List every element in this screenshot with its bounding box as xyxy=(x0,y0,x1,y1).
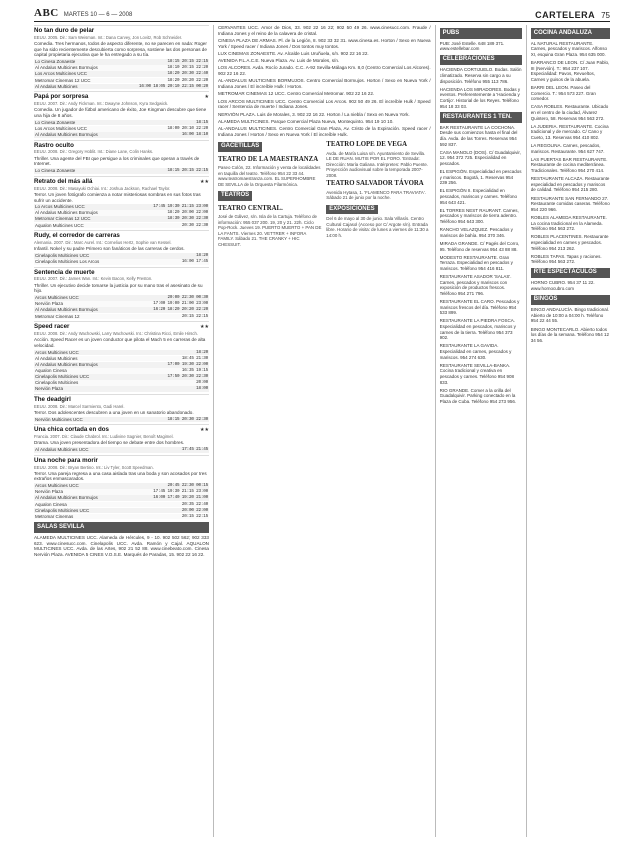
restaurante-entry: EL TORRES NEST RAURANT. Carnes, pescados y mariscos de tierra adentro. Teléfono 954 643 300. xyxy=(439,207,519,224)
cocina-entry: BARRANCO DE LEON. C/ Juan Pablo, III (Nervión). T.: 954 237 107. Especialidad: Pavos, Revueltos, Carnes y guisos de la abuela. xyxy=(530,59,610,82)
showtime-list: 20:35 22:40 xyxy=(181,501,208,507)
bingos-heading: BINGOS xyxy=(531,295,610,306)
showtime-list: 16:00 18:05 20:10 22:15 00:20 xyxy=(139,83,208,89)
celebracion-entry: HACIENDA LOS MIRADORES. Bodas y eventos. Preferentemente a 'Hacienda y Cortijo'. Historial de los Reyes. Teléfono 954 18 33 03. xyxy=(439,86,521,109)
exposicion-text: Del 6 de mayo al 30 de junio. Sala Villasís. Centro Cultural Cajasol (Acceso por C/ Argote s/n). Entrada libre. Horario de visita: de lunes a viernes de 11:30 a 14:00 h. xyxy=(326,216,429,238)
showtime-list: 20:45 22:30 00:15 xyxy=(167,483,208,489)
celebraciones-heading: CELEBRACIONES xyxy=(440,55,522,66)
showtime-row xyxy=(34,350,209,356)
showtime-row xyxy=(34,210,209,216)
showtime-row xyxy=(34,356,209,362)
cinema-name: Lo Cinesa Zonaeste xyxy=(35,168,76,174)
showtime-list: 20:15 22:15 xyxy=(181,313,208,319)
showtimes xyxy=(34,417,209,423)
film-entry xyxy=(34,321,209,392)
showtime-row xyxy=(34,301,209,307)
showtime-list: 18:15 20:15 22:15 xyxy=(167,59,208,65)
film-title: Rudy, el corredor de carreras xyxy=(34,232,120,240)
cinema-name: Cinelapolis Multicines Los Arcos xyxy=(35,259,100,265)
showtime-row xyxy=(34,295,209,301)
espectaculos-heading: RTE ESPECTÁCULOS xyxy=(531,268,610,279)
bingo-entry: BINGO MONTECARLO. Abierto todos los días de la semana. Teléfono 954 12 34 56. xyxy=(530,326,609,343)
rating-stars: ★★ xyxy=(200,324,209,331)
cinema-name: Lo Cinesa Zonaeste xyxy=(35,59,76,65)
showtime-row xyxy=(34,417,209,423)
showtime-row xyxy=(34,216,209,222)
showtime-row xyxy=(34,204,209,210)
cinema-entry: NERVIÓN PLAZA. Luis de Morales, 3. 902 22 16 22. Horton / La niebla / Sexo en Nueva York. xyxy=(217,111,410,117)
showtime-list: 20:00 22:30 00:30 xyxy=(167,295,208,301)
film-title: No tan duro de pelar xyxy=(34,27,95,34)
cinema-name: Aqualon Cinesa xyxy=(35,368,67,374)
showtime-row xyxy=(34,307,209,313)
restaurante-entry: CASA MANOLO (DOS). C/ Guadalquivir, 12. 954 372 725. Especialidad en pescados. xyxy=(439,149,521,166)
cinema-entry: ALAMEDA MULTICINES. Parque Comercial Plaza Nueva, Montequinto. 954 19 10 10. xyxy=(217,118,394,124)
film-credits: EEUU. 2008. Dir.: Marcel Sarmiento, Gadi Harel. xyxy=(34,403,125,409)
film-credits: Alemania. 2007. Dir.: Marc Aurel. Int.: Cornelius Hertz, Sophie van Kessel. xyxy=(34,239,172,245)
showtime-list: 17:45 19:30 21:15 23:00 xyxy=(153,489,208,495)
cocina-heading: COCINA ANDALUZA xyxy=(531,28,610,39)
showtime-list: 18:45 21:30 xyxy=(181,355,208,361)
restaurante-entry: RIO GRANDE. Comer a la orilla del Guadalquivir. Parking conectado en la Plaza de Cuba. Teléfono 954 273 956. xyxy=(439,387,517,404)
showtime-list: 17:00 19:00 21:00 23:00 xyxy=(153,301,208,307)
gacetillas-right xyxy=(326,139,430,248)
salas-text: ALAMEDA MULTICINES UCC. Alameda de Hércules, 9 - 10. 902 502 562; 902 333 623. www.cinesucc.com. Cinelapolis UCC. Avda. Ramón y Cajal. AQUALON MULTICINES UCC. Avda. de las Artes, 902 21 52 88. www.cinebeato.com. Cinesa Nervión Plaza. AVENIDA 5 CINES V.O.S.E. Marqués de Paradas, 15. 902 22 16 22. xyxy=(34,534,209,558)
showtimes xyxy=(34,295,209,319)
showtime-row xyxy=(34,65,209,71)
film-entry xyxy=(34,394,209,422)
gacetillas-section xyxy=(218,139,431,248)
cinema-name: Aqualon Cinesa xyxy=(35,501,67,507)
restaurante-entry: EL ESPIGÓN. Especialidad en pescados y mariscos. Bogotá, 1. Reservas 954 239 256. xyxy=(439,169,522,186)
maestranza-title: TEATRO DE LA MAESTRANZA xyxy=(217,155,319,163)
gacetillas-left xyxy=(218,139,322,248)
showtime-list: 16:00 17:40 19:20 21:00 xyxy=(153,495,208,501)
cinema-name: Al Andalus Multicines UCC xyxy=(35,447,89,453)
showtime-row xyxy=(34,59,209,65)
restaurante-entry: RESTAURANTE LA GAVIDA. Especialidad en carnes, pescados y mariscos. 954 274 630. xyxy=(439,343,512,360)
teatros-heading: TEATROS xyxy=(218,191,252,201)
cinema-entry: AL-ANDALUS MULTICINES BORMUJOS. Centro Comercial Bormujos. Horton / Sexo en Nueva York / Indiana Jones / El increíble Hulk / Horton. xyxy=(217,78,431,90)
showtime-list: 16:00 17:45 xyxy=(181,259,208,265)
film-entry xyxy=(34,267,209,319)
pub-entry: PUB: José Estelle. 648 189 371. www.estellebar.com xyxy=(439,40,505,52)
cinema-name: Cinelapolis Multicines UCC xyxy=(35,374,90,380)
showtime-row xyxy=(34,132,209,138)
cocina-entry: ROBLES ALAMEDA RESTAURANTE. La cocina tradicional en la Alameda. Teléfono 954 563 272. xyxy=(530,214,607,232)
film-listings-column xyxy=(34,25,209,837)
showtime-list: 18:15 xyxy=(196,119,208,125)
cocina-entry: LAS PUERTAS BAR RESTAURANTE. Restaurante de cocina mediterránea. Tradicionales. Teléfono 954 270 414. xyxy=(530,156,608,173)
showtime-row xyxy=(34,483,209,489)
showtime-list: 20:00 22:00 xyxy=(181,507,208,513)
cinema-name: Los Arcos Multicines UCC xyxy=(35,71,88,77)
film-credits: Francia. 2007. Dir.: Claude Chabrol. Int.: Ludivine Sagnier, Benoît Magimel. xyxy=(34,434,174,440)
restaurante-entry: RESTAURANTE ASADOR 'SALAS'. Carnes, pescados y mariscos con exposición de productos frescos. Teléfono 954 271 796. xyxy=(439,274,512,296)
showtime-list: 18:00 20:10 22:20 xyxy=(167,125,208,131)
lope-text: Avda. de María Luisa s/n. Ayuntamiento de Sevilla. LE DE RUAN. MUTIS POR EL FORO. 'Entrada'. Dirección: María Galiana. Intérpretes: Pablo Puente. Proyección audiovisual sobre la temporada 2007-2008. xyxy=(326,150,429,178)
film-synopsis: Terror. Una pareja regresa a una casa aislada tras una boda y son acosados por tres extraños enmascarados. xyxy=(34,470,207,482)
column-divider xyxy=(213,25,214,837)
cinema-name: Arcos Multicines UCC xyxy=(35,295,79,301)
film-credits: EEUU. 2008. Dir.: Masayuki Ochiai. Int.: Joshua Jackson, Rachael Taylor. xyxy=(34,185,171,191)
showtime-row xyxy=(34,386,209,392)
cinema-name: Nervión Multicines UCC xyxy=(35,416,83,422)
film-entry xyxy=(34,91,209,137)
cinema-name: Metromar Cinemas 12 xyxy=(35,313,80,319)
directory-column-a xyxy=(440,25,522,837)
film-head xyxy=(34,426,209,434)
cinema-entry: LOS ALCORES. Avda. Rocío Jurado. C.C. A-92 Sevilla-Málaga Km. 8,0 (Centro Comercial Los Alcores). 902 22 16 22. xyxy=(217,65,431,77)
cinema-name: Metromar Cinemas 12 UCC xyxy=(35,216,91,222)
showtime-row xyxy=(34,508,209,514)
cinema-name: Metromar Cinemas xyxy=(35,513,74,519)
restaurante-entry: RESTAURANTE LA PIEDRA FOSCA. Especialidad en pescados, mariscos y carnes de la tierra. Teléfono 954 373 902. xyxy=(439,318,516,341)
showtime-row xyxy=(34,374,209,380)
lope-title: TEATRO LOPE DE VEGA xyxy=(326,141,408,149)
column-divider xyxy=(526,25,527,837)
film-head xyxy=(34,457,209,465)
showtime-row xyxy=(34,368,209,374)
restaurante-entry: EL ESPIGÓN II. Especialidad en pescados, mariscos y carnes. Teléfono 954 643 421. xyxy=(439,188,518,205)
cocina-entry: RESTAURANTE SAN FERNANDO 27. Restaurante comidas caseras. Teléfono 954 220 966. xyxy=(530,195,610,212)
cinema-entry: LUX CINEMAS ZONAESTE. Av. Alcalde Luis Uruñuela, s/n. 902 22 16 22. xyxy=(217,50,369,56)
film-synopsis: Thriller. Una agente del FBI que persigue a los criminales que operan a través de Internet. xyxy=(34,155,200,167)
showtime-list: 18:10 20:15 22:20 xyxy=(167,65,208,71)
tavora-title: TEATRO SALVADOR TÁVORA xyxy=(326,180,424,188)
cinema-name: Cinelapolis Multicines xyxy=(35,380,79,386)
showtime-list: 17:50 20:30 22:30 xyxy=(167,374,208,380)
section-title: CARTELERA xyxy=(535,9,596,20)
cocina-entry: BARRI DEL LEON. Paseo del Comercio. T.: 954 573 227. Gran comedor. xyxy=(530,84,596,102)
showtimes xyxy=(34,447,209,453)
cinema-entry: AL-ANDALUS MULTICINES. Centro Comercial Gran Plaza, Av. Cristo de la Expiración. Speed racer / Indiana Jones / Horton / Sexo en Nueva York / El increíble Hulk. xyxy=(217,126,431,137)
issue-date: MARTES 10 — 6 — 2008 xyxy=(63,12,133,19)
showtime-list: 18:20 20:20 22:20 xyxy=(167,77,208,83)
film-synopsis: Comedia. Tres hermanos, todos de aspecto diferente, no se parecen en nada: Roger que ha sido recientemente descubierta como sorpresa, sostiene las dos personas de capital propietaria ejecutiva que le ha entregado a su tía. xyxy=(34,41,207,58)
cinema-name: Aqualon Multicines UCC xyxy=(35,222,84,228)
cinema-name: Al Andalus Multicines xyxy=(35,83,78,89)
film-entry xyxy=(34,140,209,174)
cinema-name: Nervión Plaza xyxy=(35,386,64,392)
cocina-entry: LA JUDERIA. RESTAURANTE. Cocina tradicional y de mercado. C/ Cano y Cueto, 13. Reservas 954 410 802. xyxy=(530,123,609,140)
film-synopsis: Terror. Un joven fotógrafo comienza a notar misteriosas sombras en sus fotos tras sufrir un accidente. xyxy=(34,191,201,203)
film-entry xyxy=(34,176,209,228)
showtime-list: 18:15 20:30 22:30 xyxy=(167,416,208,422)
showtime-row xyxy=(34,502,209,508)
salas-heading: SALAS SEVILLA xyxy=(34,522,209,533)
showtime-row xyxy=(34,84,209,90)
film-head xyxy=(34,232,209,240)
film-title: Sentencia de muerte xyxy=(34,268,95,276)
restaurante-entry: BAR RESTAURANTE LA COCHONA. Desde sus comienzos hasta el final del día. Avda. de las Torres. Reservas 954 592 837. xyxy=(439,124,518,147)
cocina-entry: LA REGOLINA. Carnes, pescados, mariscos. Restaurante. 954 627 747. xyxy=(530,143,605,154)
showtime-list: 18:00 xyxy=(196,386,208,392)
restaurantes-heading: RESTAURANTES 1 TEN. xyxy=(440,112,522,123)
film-credits: EEUU. 2005. Dir.: Sam Weisman. Int.: Dana Carvey, Jon Lovitz, Rob Schneider. xyxy=(34,34,183,40)
film-credits: EEUU. 2007. Dir.: James Wan. Int.: Kevin Bacon, Kelly Preston. xyxy=(34,276,153,282)
film-synopsis: Terror. Dos adolescentes descubren a una joven en un sanatorio abandonado. xyxy=(34,410,194,416)
directory-column-b xyxy=(531,25,610,837)
film-synopsis: Infantil. Nokel y su padre Primero son fanáticos de las carreras de cerdos. xyxy=(34,246,185,252)
showtime-row xyxy=(34,126,209,132)
film-entry xyxy=(34,230,209,264)
showtime-list: 17:00 19:30 22:00 xyxy=(167,361,208,367)
cinema-name: Lo Arcos Multicines UCC xyxy=(35,204,85,210)
restaurante-entry: RESTAURANTE SEVILLA-BANKA. Cocina tradicional y creativa en pescados y carnes. Teléfono 954 908 833. xyxy=(439,362,515,385)
cinema-name: Los Arcos Multicines UCC xyxy=(35,125,88,131)
showtimes xyxy=(34,483,209,519)
film-title: Una chica cortada en dos xyxy=(34,426,109,434)
showtime-row xyxy=(34,489,209,495)
cinema-name: Al Andalus Multicines Bormujos xyxy=(35,65,98,71)
cinema-entry: LOS ARCOS MULTICINES UCC. Centro Comercial Los Arcos. 902 50 49 26. El increíble Hulk / Speed racer / Sentencia de muerte / Indiana Jones. xyxy=(217,98,431,110)
cinema-name: Arcos Multicines UCC xyxy=(35,349,79,355)
film-synopsis: Comedia. Un jugador de fútbol americano de éxito, Joe Kingman descubre que tiene una hija de 8 años. xyxy=(34,107,207,119)
showtime-row xyxy=(34,120,209,126)
film-synopsis: Drama. Una joven presentadora del tiempo se debate entre dos hombres. xyxy=(34,440,185,446)
film-credits: EEUU. 2008. Dir.: Gregory Hoblit. Int.: Diane Lane, Colin Hanks. xyxy=(34,149,154,155)
restaurantes-list xyxy=(440,125,522,405)
showtime-list: 18:15 20:15 22:15 xyxy=(167,168,208,174)
showtime-list: 18:20 xyxy=(196,252,208,258)
column-divider xyxy=(435,25,436,837)
cinema-name: Metromar Cinemas 12 UCC xyxy=(35,77,91,83)
cocina-entry: RESTAURANTE ALCAZA. Restaurante especialidad en pescados y mariscos de calidad. Teléfono 954 215 280. xyxy=(530,176,610,193)
film-synopsis: Acción. Speed Racer es un joven conductor que pilota el Mach 5 en carreras de alta velocidad. xyxy=(34,337,206,348)
film-head xyxy=(34,396,209,404)
page-number: 75 xyxy=(601,10,610,20)
showtimes xyxy=(34,59,209,89)
film-credits: EEUU. 2007. Dir.: Andy Fickman. Int.: Dwayne Johnson, Kyra Sedgwick. xyxy=(34,101,169,107)
newspaper-logo: ABC xyxy=(34,7,59,20)
cocina-list xyxy=(531,41,610,265)
film-head xyxy=(34,178,209,186)
showtime-list: 20:00 xyxy=(196,380,208,386)
cocina-entry: AL NATURAL RESTAURANTE. Carnes, pescados y mariscos. Alfonso XI, esquina Gran Plaza. 954 635 000. xyxy=(530,40,608,57)
showtime-list: 18:30 20:30 22:30 xyxy=(167,216,208,222)
film-title: Una noche para morir xyxy=(34,456,98,464)
film-title: Rastro oculto xyxy=(34,141,74,149)
rating-stars: ★★ xyxy=(200,178,209,185)
cinema-entry: CINESA PLAZA DE ARMAS. Pl. de la Legión, 8. 902 33 32 31. www.cinesa.es. Horton / Sexo en Nueva York / Speed racer / Indiana Jones / Dos tontos muy tontos. xyxy=(217,37,431,49)
espectaculos-entry: HORNO CUBRO. 954 37 11 22. www.hornocubro.com xyxy=(530,280,595,291)
showtime-list: 16:00 18:10 xyxy=(181,132,208,138)
cinema-name: Cinelapolis Multicines UCC xyxy=(35,507,90,513)
showtime-row xyxy=(34,362,209,368)
film-entry xyxy=(34,455,209,520)
maestranza-text: Paseo Colón, 22. Información y venta de localidades en taquilla del teatro. Teléfono 954 22 33 44. www.teatromaestranza.com. EL SUPERHOMBRE DE SEVILLA de la Orquesta Filarmónica. xyxy=(217,165,321,187)
cinema-name: Al Andalus Multicines Bormujos xyxy=(35,361,98,367)
tavora-text: Avenida Hytasa, 1. 'FLAMENCO PARA TRAVIATA'. Sábado 21 de junio por la noche. xyxy=(326,189,426,201)
cinema-name: Al Andalus Multicines Bormujos xyxy=(35,210,98,216)
restaurante-entry: MIRADA GRANDE. C/ Pagés del Corro, 95. Teléfono de reservas 954 43 88 88. xyxy=(439,240,520,252)
showtime-list: 20:15 22:15 xyxy=(181,513,208,519)
film-head xyxy=(34,142,209,150)
bingo-entry: BINGO ANDALUCÍA. Bingo tradicional. Abierto de 10:00 a 04:00 h. Teléfono 954 22 44 55. xyxy=(530,307,610,324)
showtimes xyxy=(34,168,209,174)
cinema-entry: METROMAR CINEMAS 12 UCC. Centro Comercial Metromar. 902 22 16 22. xyxy=(217,91,375,97)
showtime-list: 16:35 19:15 xyxy=(181,368,208,374)
rating-stars: ★★ xyxy=(200,427,209,434)
showtime-row xyxy=(34,168,209,174)
cinema-name: Cinelapolis Multicines UCC xyxy=(35,252,90,258)
cinema-name: Al Andalus Multicines Bormujos xyxy=(35,495,98,501)
page-header xyxy=(34,8,610,22)
cinema-entry: CERVANTES UCC. Amor de Dios, 33. 902 22 16 22; 902 50 49 26. www.cinesucc.com. Fraude / Indiana Jones y el reino de la calavera de cristal. xyxy=(217,25,431,36)
central-title: TEATRO CENTRAL. xyxy=(217,204,283,212)
showtime-row xyxy=(34,314,209,320)
film-title: Papá por sorpresa xyxy=(34,93,89,101)
film-title: Speed racer xyxy=(34,323,70,331)
showtime-row xyxy=(34,78,209,84)
film-title: The deadgirl xyxy=(34,396,71,404)
film-synopsis: Thriller. Un ejecutivo decide tomarse la justicia por su mano tras el asesinato de su hijo. xyxy=(34,282,203,294)
cinema-entry: AVENIDA P.L.A.C.E. Nueva Plaza. Av. Luis de Morales, s/n. xyxy=(217,58,340,64)
showtime-list: 16:20 18:20 20:20 22:20 xyxy=(153,307,208,313)
cinema-name: Al Andalus Multicines Bormujos xyxy=(35,132,98,138)
cinema-name: Al Andalus Multicines Bormujos xyxy=(35,307,98,313)
cinema-name: Nervión Plaza xyxy=(35,301,64,307)
showtime-row xyxy=(34,253,209,259)
restaurante-entry: RESTAURANTE EL CARO. Pescados y mariscos frescos del día. Teléfono 954 533 899. xyxy=(439,299,520,316)
rating-stars: ★ xyxy=(204,94,209,101)
showtime-list: 18:20 xyxy=(196,349,208,355)
film-head xyxy=(34,269,209,277)
cocina-entry: CASA ROBLES. Restaurante. Ubicado en el centro de la ciudad, Álvarez Quintero, 58. Reservas 954 563 272. xyxy=(530,104,609,121)
cinema-name: Lo Cinesa Zonaeste xyxy=(35,119,76,125)
film-list xyxy=(34,25,209,519)
showtimes xyxy=(34,120,209,138)
film-credits: EEUU. 2008. Dir.: Andy Wachowski, Larry Wachowski. Int.: Christina Ricci, Emile Hirsch. xyxy=(34,330,198,336)
showtime-row xyxy=(34,447,209,453)
cinema-name: Arcos Multicines UCC xyxy=(35,483,79,489)
showtimes xyxy=(34,204,209,228)
showtime-row xyxy=(34,71,209,77)
showtime-list: 17:45 21:45 xyxy=(181,447,208,453)
showtime-row xyxy=(34,259,209,265)
showtime-list: 18:20 20:00 22:00 xyxy=(167,210,208,216)
cinema-name: Nervión Plaza xyxy=(35,489,64,495)
showtime-row xyxy=(34,495,209,501)
film-credits: EEUU. 2008. Dir.: Bryan Bertino. Int.: Liv Tyler, Scott Speedman. xyxy=(34,464,154,470)
restaurante-entry: MODESTO RESTAURANTE. Gran Terraza. Especialidad en pescados y mariscos. Teléfono 954 416 811. xyxy=(439,254,513,271)
showtimes xyxy=(34,253,209,265)
showtime-row xyxy=(34,380,209,386)
showtime-list: 17:45 19:30 21:15 23:00 xyxy=(153,204,208,210)
film-head xyxy=(34,93,209,101)
film-entry xyxy=(34,25,209,89)
celebracion-entry: HACIENDA CORTIJUELO. Bodas. Salón climatizado. Reserva sin cargo a su disposición. Teléfono 955 113 786. xyxy=(439,67,522,84)
cinema-list xyxy=(218,25,431,137)
film-head xyxy=(34,323,209,331)
film-head xyxy=(34,27,209,35)
showtimes xyxy=(34,350,209,392)
central-text: José de Gálvez, s/n. Isla de la Cartuja. Teléfono de información: 955 037 200. 19, 20 y 21. 22h. Ciclo Pop-Rock. Jueves 19. PUERTO MUERTO + PAN DE LA FANTS. Viernes 20. VETTRER + INFORA FAMILY. Sábado 21. THE CRANKY + HIC CHESSUIT. xyxy=(217,214,322,247)
cocina-entry: ROBLES TAPAS. Tapas y raciones. Teléfono 954 563 272. xyxy=(530,253,602,265)
showtime-row xyxy=(34,514,209,520)
cinema-name: Al Andalus Multicines xyxy=(35,355,78,361)
cinemas-column xyxy=(218,25,431,837)
film-entry xyxy=(34,424,209,452)
gacetillas-heading: GACETILLAS xyxy=(218,142,262,152)
cocina-entry: ROBLES PLACENTINES. Restaurante especialidad en carnes y pescados. Teléfono 954 213 262. xyxy=(530,234,609,251)
celebraciones-list xyxy=(440,67,522,109)
showtime-row xyxy=(34,223,209,229)
showtime-list: 20:30 22:30 xyxy=(181,222,208,228)
bingos-list xyxy=(531,307,610,343)
exposiciones-heading: EXPOSICIONES xyxy=(326,205,377,215)
restaurante-entry: RANCHO VELAZQUEZ. Pescados y mariscos de bahía. 954 370 346. xyxy=(439,227,513,238)
showtime-list: 18:20 20:30 22:40 xyxy=(167,71,208,77)
pubs-heading: PUBS xyxy=(440,28,522,39)
film-title: Retrato del más allá xyxy=(34,177,93,185)
